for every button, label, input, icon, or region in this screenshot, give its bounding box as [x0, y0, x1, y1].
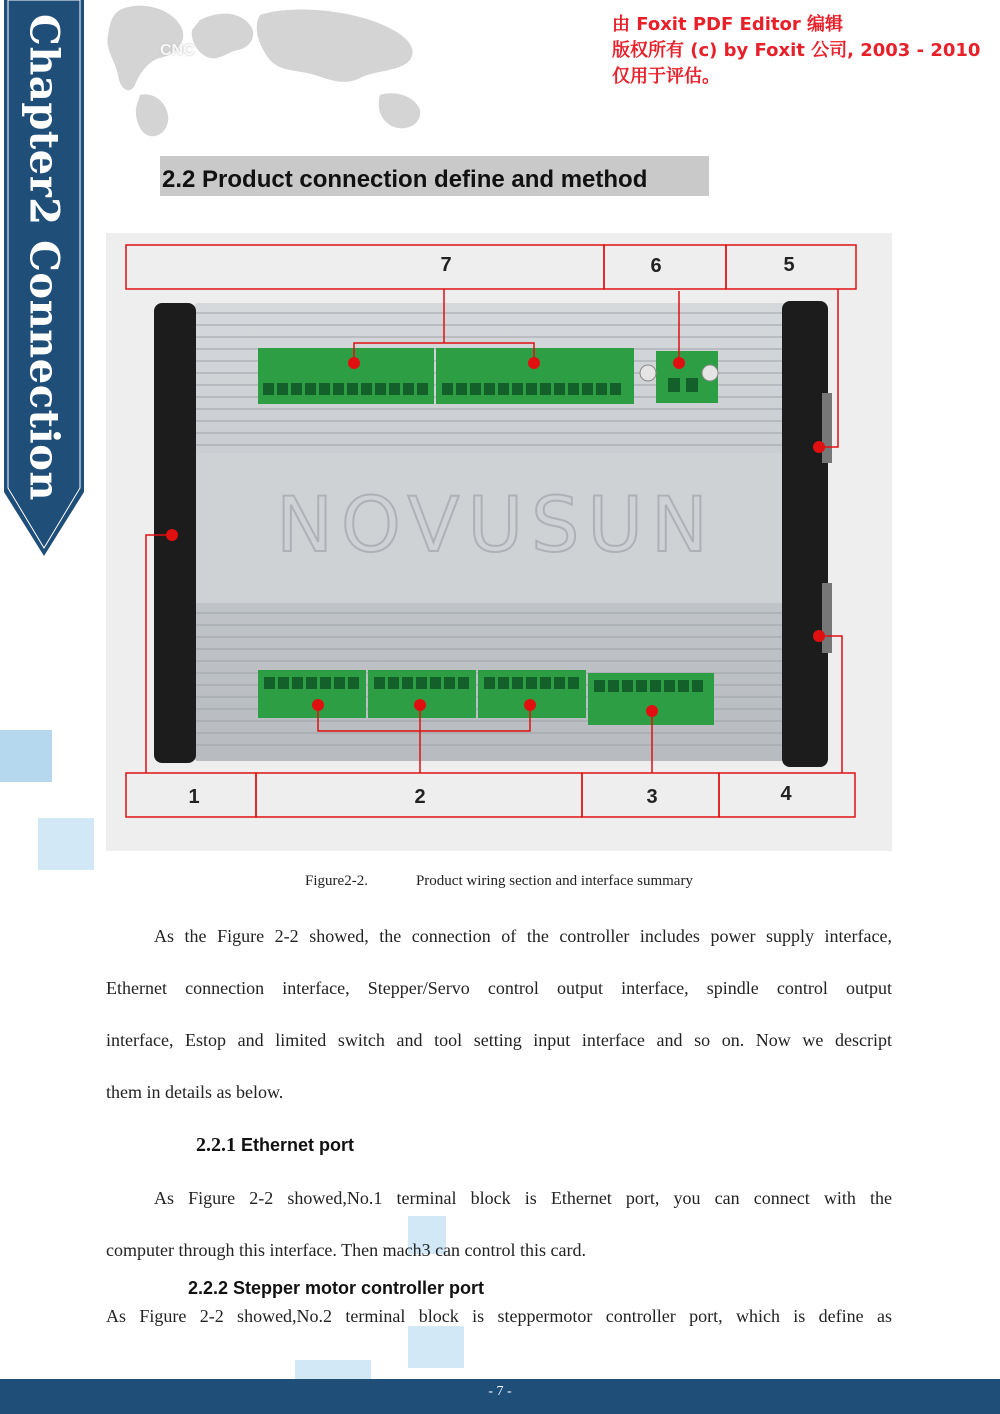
watermark-line-3: 仅用于评估。 [612, 66, 720, 87]
subsection-ethernet-label: Ethernet port [236, 1135, 355, 1155]
intro-line-2: Ethernet connection interface, Stepper/Servo control output interface, spindle control output [106, 978, 892, 998]
ethernet-line-2: computer through this interface. Then mach3 can control this card. [106, 1240, 587, 1260]
stepper-line-1: As Figure 2-2 showed,No.2 terminal block is steppermotor controller port, which is define as [106, 1306, 892, 1326]
ethernet-paragraph [106, 1184, 892, 1288]
subsection-stepper-title: 2.2.2 Stepper motor controller port [188, 1278, 485, 1298]
embossed-brand: NOVUSUN [276, 480, 716, 569]
callout-label-7: 7 [440, 254, 452, 276]
callout-label-3: 3 [646, 786, 658, 808]
intro-paragraph [106, 922, 892, 1130]
figure-caption [106, 873, 892, 890]
terminal-block-7 [258, 348, 634, 404]
chapter-label-text: Chapter2 Connection [20, 14, 68, 501]
section-title: 2.2 Product connection define and method [160, 156, 709, 196]
terminal-block-3 [588, 673, 714, 725]
deco-square [0, 730, 52, 782]
intro-line-3: interface, Estop and limited switch and tool setting input interface and so on. Now we descript [106, 1030, 892, 1050]
callout-label-2: 2 [414, 786, 426, 808]
callout-label-6: 6 [650, 255, 662, 277]
figure-caption-number: Figure2-2. [305, 873, 368, 889]
watermark-line-1: 由 Foxit PDF Editor 编辑 [612, 14, 844, 35]
intro-line-1: As the Figure 2-2 showed, the connection of the controller includes power supply interface, [154, 926, 892, 946]
chapter-label [0, 0, 88, 520]
foxit-watermark [612, 12, 992, 90]
deco-square [38, 818, 94, 870]
callout-label-5: 5 [783, 254, 795, 276]
subsection-ethernet-title [196, 1134, 354, 1157]
db-connector-4 [822, 583, 832, 653]
deco-square [295, 1360, 371, 1380]
ethernet-line-1: As Figure 2-2 showed,No.1 terminal block is Ethernet port, you can connect with the [154, 1188, 892, 1208]
figure-caption-text: Product wiring section and interface summary [415, 873, 693, 889]
callout-label-4: 4 [780, 783, 792, 805]
product-figure [106, 233, 892, 851]
brand-line-2: CNC [160, 42, 195, 59]
right-end-cap [782, 301, 828, 767]
stepper-paragraph [106, 1302, 892, 1354]
subsection-ethernet-number: 2.2.1 [196, 1134, 236, 1156]
callout-label-1: 1 [188, 786, 200, 808]
page-number: - 7 - [488, 1384, 512, 1399]
db-connector-5 [822, 393, 832, 463]
intro-line-4: them in details as below. [106, 1082, 284, 1102]
terminal-block-2 [258, 670, 586, 718]
world-map-decoration [80, 0, 460, 140]
watermark-line-2: 版权所有 (c) by Foxit 公司, 2003 - 2010 [612, 40, 981, 61]
